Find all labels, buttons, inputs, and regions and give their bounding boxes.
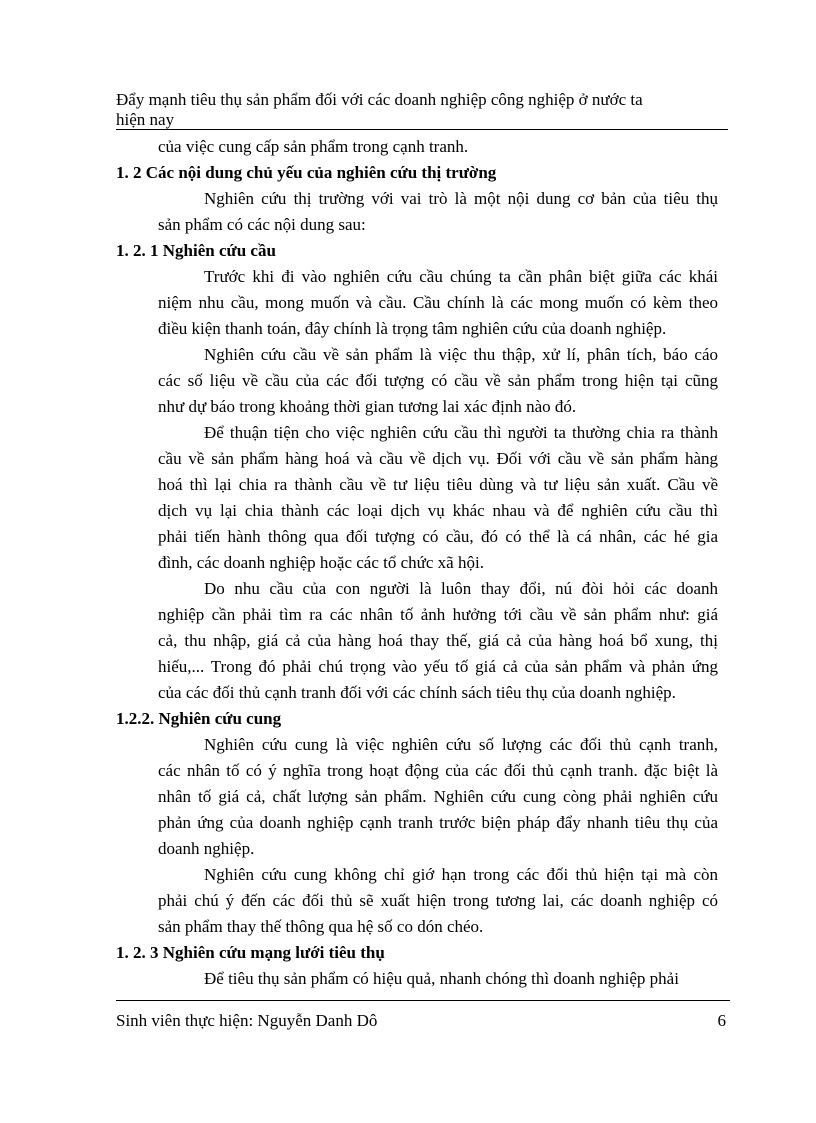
section-heading-1-2-1: 1. 2. 1 Nghiên cứu cầu <box>116 241 276 260</box>
body-line: dịch vụ lại chia thành các loại dịch vụ khác nhau và để nghiên cứu cầu thì <box>158 501 718 520</box>
body-line: doanh nghiệp. <box>158 839 255 858</box>
body-line: như dự báo trong khoảng thời gian tương lai xác định nào đó. <box>158 397 577 416</box>
body-line: hoá thì lại chia ra thành cầu về tư liệu tiêu dùng và tư liệu sản xuất. Cầu về <box>158 475 718 494</box>
page-body <box>116 134 718 992</box>
body-line: Trước khi đi vào nghiên cứu cầu chúng ta cần phân biệt giữa các khái <box>204 267 718 286</box>
section-heading-1-2-2: 1.2.2. Nghiên cứu cung <box>116 709 282 728</box>
body-line: phải tiến hành thông qua đối tượng có cầu, đó có thể là cá nhân, các hé gia <box>158 527 718 546</box>
body-line: nghiệp cần phải tìm ra các nhân tố ảnh hưởng tới cầu về sản phẩm như: giá <box>158 605 718 624</box>
body-line: của các đối thủ cạnh tranh đối với các chính sách tiêu thụ của doanh nghiệp. <box>158 683 676 702</box>
body-line: phản ứng của doanh nghiệp cạnh tranh trước biện pháp đẩy nhanh tiêu thụ của <box>158 813 718 832</box>
footer-divider <box>116 1000 730 1001</box>
footer-author: Sinh viên thực hiện: Nguyễn Danh Dô <box>116 1011 378 1030</box>
body-line: Do nhu cầu của con người là luôn thay đổi, nú đòi hỏi các doanh <box>204 579 718 598</box>
body-line: niệm nhu cầu, mong muốn và cầu. Cầu chính là các mong muốn có kèm theo <box>158 293 718 312</box>
page-number: 6 <box>717 1011 726 1030</box>
body-line: sản phẩm thay thế thông qua hệ số co dón chéo. <box>158 917 484 936</box>
body-line: hiếu,... Trong đó phải chú trọng vào yếu tố giá cả của sản phẩm và phản ứng <box>158 657 718 676</box>
body-line: các nhân tố có ý nghĩa trong hoạt động của các đối thủ cạnh tranh. đặc biệt là <box>158 761 718 780</box>
body-line: Nghiên cứu cung là việc nghiên cứu số lượng các đối thủ cạnh tranh, <box>204 735 718 754</box>
running-header <box>116 90 728 130</box>
body-line: cả, thu nhập, giá cả của hàng hoá thay thế, giá cả của hàng hoá bổ xung, thị <box>158 631 718 650</box>
body-line: Nghiên cứu cầu về sản phẩm là việc thu thập, xử lí, phân tích, báo cáo <box>204 345 718 364</box>
body-line: Nghiên cứu cung không chỉ giớ hạn trong các đối thủ hiện tại mà còn <box>204 865 718 884</box>
body-line: cầu về sản phẩm hàng hoá và cầu về dịch vụ. Đối với cầu về sản phẩm hàng <box>158 449 718 468</box>
body-line: các số liệu về cầu của các đối tượng có cầu về sản phẩm trong hiện tại cũng <box>158 371 718 390</box>
body-line: nhân tố giá cả, chất lượng sản phẩm. Nghiên cứu cung còng phải nghiên cứu <box>158 787 718 806</box>
header-title-line-1: Đẩy mạnh tiêu thụ sản phẩm đối với các doanh nghiệp công nghiệp ở nước ta <box>116 90 643 109</box>
body-line: Nghiên cứu thị trường với vai trò là một nội dung cơ bản của tiêu thụ <box>204 189 718 208</box>
body-line: đình, các doanh nghiệp hoặc các tổ chức xã hội. <box>158 553 484 572</box>
body-line: Để thuận tiện cho việc nghiên cứu cầu thì người ta thường chia ra thành <box>204 423 718 442</box>
body-line: điều kiện thanh toán, đây chính là trọng tâm nghiên cứu của doanh nghiệp. <box>158 319 667 338</box>
body-line: phải chú ý đến các đối thủ sẽ xuất hiện trong tương lai, các doanh nghiệp có <box>158 891 718 910</box>
body-line: của việc cung cấp sản phẩm trong cạnh tranh. <box>158 137 469 156</box>
header-title-line-2: hiện nay <box>116 110 175 129</box>
section-heading-1-2: 1. 2 Các nội dung chủ yếu của nghiên cứu thị trường <box>116 163 497 182</box>
body-line: Để tiêu thụ sản phẩm có hiệu quả, nhanh chóng thì doanh nghiệp phải <box>204 969 679 988</box>
body-line: sản phẩm có các nội dung sau: <box>158 215 366 234</box>
section-heading-1-2-3: 1. 2. 3 Nghiên cứu mạng lưới tiêu thụ <box>116 943 385 962</box>
